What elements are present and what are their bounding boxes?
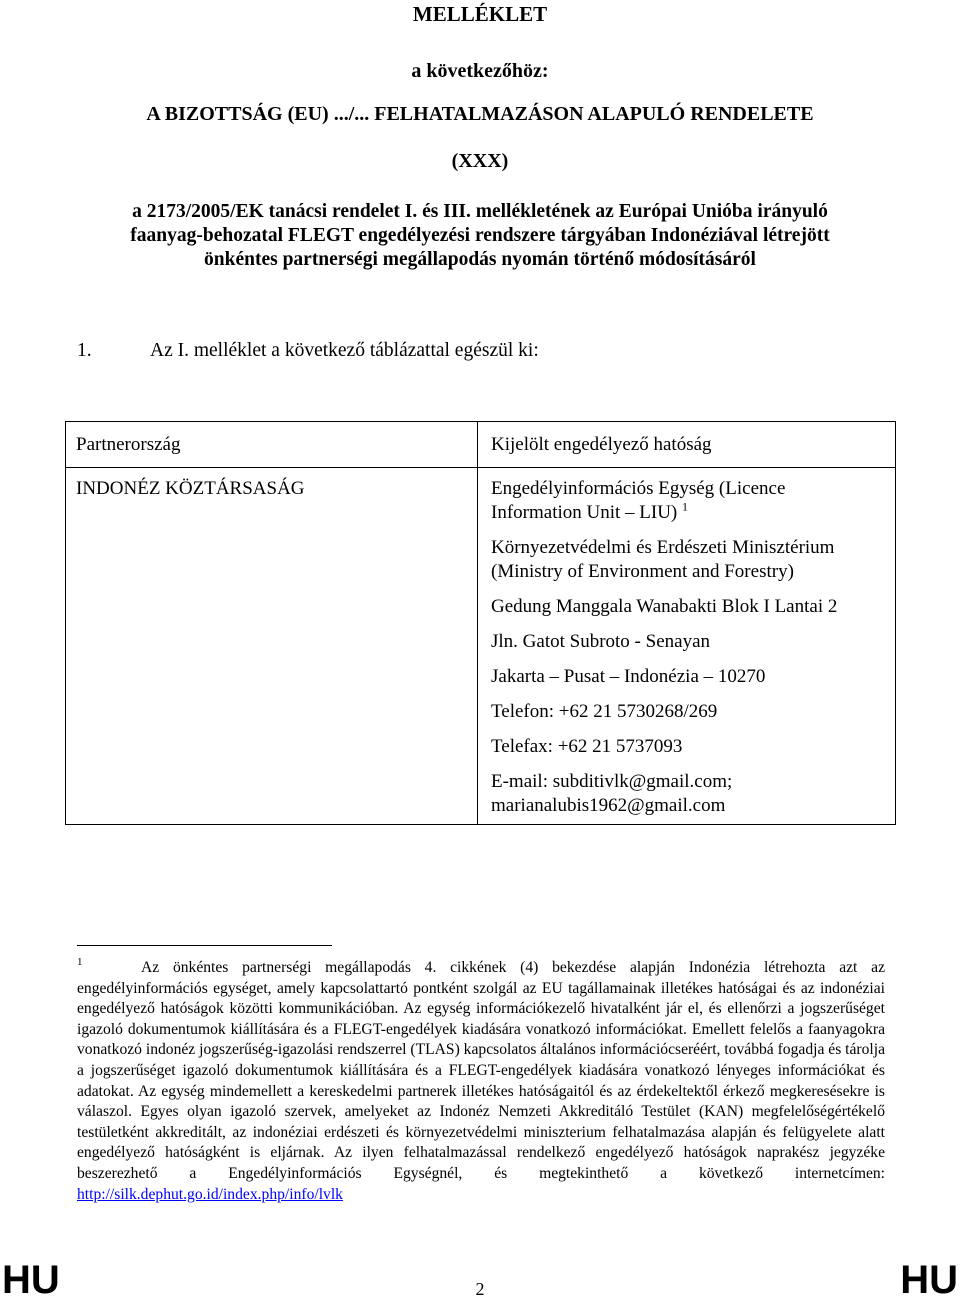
- description-line: önkéntes partnerségi megállapodás nyomán történő módosításáról: [204, 249, 756, 270]
- regulation-description: [0, 200, 960, 272]
- paragraph-number: 1.: [77, 340, 92, 361]
- footnote-reference: 1: [682, 499, 689, 514]
- amendment-paragraph: [77, 340, 539, 362]
- footnote: [77, 958, 885, 1205]
- annex-subtitle: a következőhöz:: [411, 60, 549, 82]
- regulation-number: (XXX): [451, 150, 509, 172]
- language-code-right: HU: [900, 1258, 958, 1302]
- table-row: [66, 468, 896, 825]
- header-licensing-authority: Kijelölt engedélyező hatóság: [491, 434, 712, 455]
- description-line: faanyag-behozatal FLEGT engedélyezési rendszere tárgyában Indonéziával létrejött: [130, 225, 830, 246]
- page-number: 2: [475, 1279, 485, 1299]
- address-street: Jln. Gatot Subroto - Senayan: [491, 631, 711, 652]
- email-line: E-mail: subditivlk@gmail.com;: [491, 771, 733, 792]
- unit-name-line: Information Unit – LIU) $^1$: [491, 499, 689, 523]
- footnote-mark: 1: [77, 956, 83, 968]
- fax-number: Telefax: +62 21 5737093: [491, 736, 683, 757]
- address-city: Jakarta – Pusat – Indonézia – 10270: [491, 666, 766, 687]
- table-cell: [66, 468, 478, 825]
- table-cell: [478, 468, 896, 825]
- language-code-left: HU: [2, 1258, 60, 1302]
- annex-title: MELLÉKLET: [412, 2, 548, 26]
- table-header-cell: [66, 422, 478, 468]
- footnote-link[interactable]: http://silk.dephut.go.id/index.php/info/lvlk: [77, 1185, 343, 1203]
- address-building: Gedung Manggala Wanabakti Blok I Lantai 2: [491, 596, 838, 617]
- description-line: a 2173/2005/EK tanácsi rendelet I. és III. mellékletének az Európai Unióba irányuló: [132, 201, 828, 222]
- header-partner-country: Partnerország: [76, 434, 181, 455]
- ministry-line: Környezetvédelmi és Erdészeti Minisztérium: [491, 537, 835, 558]
- ministry-line: (Ministry of Environment and Forestry): [491, 561, 794, 582]
- footnote-text: Az önkéntes partnerségi megállapodás 4. cikkének (4) bekezdése alapján Indonézia létrehozta azt az engedélyinformációs egységet, amely kapcsolattartó pontként szolgál az EU tagállamainak illetékes hatóságai és az indonéziai engedélyező hatóságok közötti kommunikációban. Az egység információkezelő hivatalként jár el, és ellenőrzi a jogszerűséget igazoló dokumentumok kiállítására és a FLEGT-engedélyek kiadására vonatkozó információkat. Emellett felelős a faanyagokra vonatkozó indonéz jogszerűség-igazolási rendszerrel (TLAS) kapcsolatos általános információcseréért, továbbá fogadja és tárolja a jogszerűséget igazoló dokumentumok kiállítására és a FLEGT-engedélyek kiadására vonatkozó lényeges információkat és adatokat. Az egység mindemellett a kereskedelmi partnerek illetékes hatóságaitól és az érdekeltektől érkező megkeresésekre is válaszol. Egyes olyan igazoló szervek, amelyeket az Indonéz Nemzeti Akkreditáló Testület (KAN) megfelelőségértékelő testületként akkreditált, az indonéziai erdészeti és környezetvédelmi miniszterium felhatalmazása alapján és felügyelete alatt engedélyező hatóságként is eljárnak. Az ilyen felhatalmazással rendelkező engedélyező hatóságok naprakész jegyzéke beszerezhető a Engedélyinformációs Egységnél, és megtekinthető a következő internetcímen:: [77, 959, 885, 1182]
- country-name: INDONÉZ KÖZTÁRSASÁG: [76, 478, 305, 499]
- table-header-row: [66, 422, 896, 468]
- authority-table: [65, 421, 896, 825]
- unit-name-line: Engedélyinformációs Egység (Licence: [491, 478, 786, 499]
- table-header-cell: [478, 422, 896, 468]
- footnote-separator: [77, 945, 332, 946]
- email-line: marianalubis1962@gmail.com: [491, 795, 726, 816]
- paragraph-text: Az I. melléklet a következő táblázattal egészül ki:: [150, 340, 539, 361]
- phone-number: Telefon: +62 21 5730268/269: [491, 701, 718, 722]
- regulation-title: A BIZOTTSÁG (EU) .../... FELHATALMAZÁSON ALAPULÓ RENDELETE: [146, 103, 814, 125]
